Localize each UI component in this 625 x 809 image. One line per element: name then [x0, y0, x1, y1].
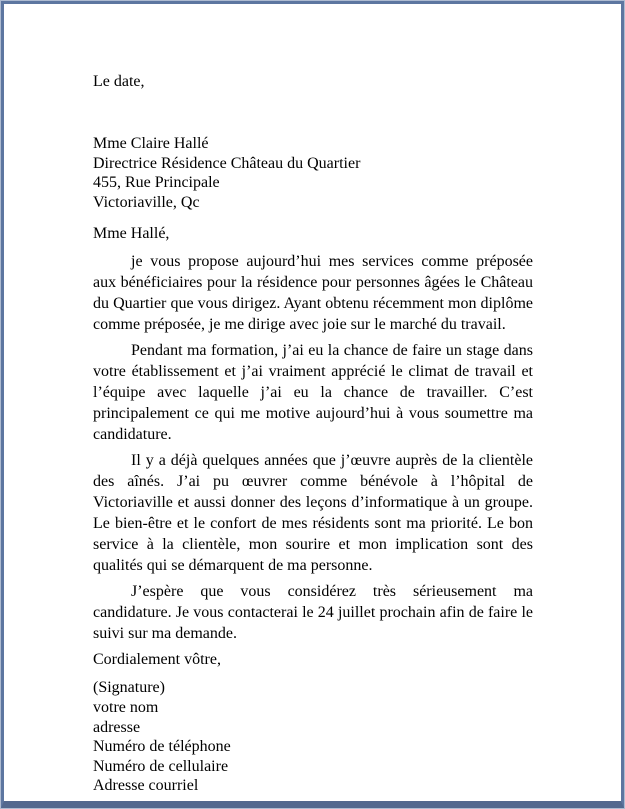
signature-phone-placeholder: Numéro de téléphone: [93, 738, 231, 756]
paragraph-internship: Pendant ma formation, j’ai eu la chance de faire un stage dans votre établissement et j’ai vraiment apprécié le climat de travail et l’équipe avec laquelle j’ai eu la chance de travailler. C’est principalement ce qui me motive aujourd’hui à vous soumettre ma candidature.: [93, 342, 533, 444]
signature-email-placeholder: Adresse courriel: [93, 777, 199, 795]
paragraph-follow-up: J’espère que vous considérez très sérieusement ma candidature. Je vous contacterai le 24 juillet prochain afin de faire le suivi sur ma demande.: [93, 583, 533, 643]
recipient-name: Mme Claire Hallé: [93, 135, 209, 152]
paragraph-experience: Il y a déjà quelques années que j’œuvre auprès de la clientèle des aînés. J’ai pu œuvrer comme bénévole à l’hôpital de Victoriaville et aussi donner des leçons d’informatique à un groupe. Le bien-être et le confort de mes résidents sont ma priorité. Le bon service à la clientèle, mon sourire et mon implication sont des qualités qui se démarquent de ma personne.: [93, 452, 533, 575]
paragraph-introduction: je vous propose aujourd’hui mes services comme préposée aux bénéficiaires pour la résidence pour personnes âgées le Château du Quartier que vous dirigez. Ayant obtenu récemment mon diplôme comme préposée, je me dirige avec joie sur le marché du travail.: [93, 253, 533, 334]
signature-name-placeholder: votre nom: [93, 698, 159, 716]
recipient-city: Victoriaville, Qc: [93, 193, 200, 211]
signature-cell-placeholder: Numéro de cellulaire: [93, 757, 229, 775]
recipient-title: Directrice Résidence Château du Quartier: [93, 154, 361, 172]
recipient-address-block: [93, 134, 533, 212]
closing-line: Cordialement vôtre,: [93, 651, 221, 669]
signature-block: [93, 678, 533, 796]
salutation: Mme Hallé,: [93, 225, 170, 243]
signature-address-placeholder: adresse: [93, 718, 141, 736]
date-line: Le date,: [93, 73, 145, 90]
recipient-street: 455, Rue Principale: [93, 174, 220, 192]
signature-placeholder: (Signature): [93, 679, 165, 697]
letter-page: [1, 1, 624, 808]
